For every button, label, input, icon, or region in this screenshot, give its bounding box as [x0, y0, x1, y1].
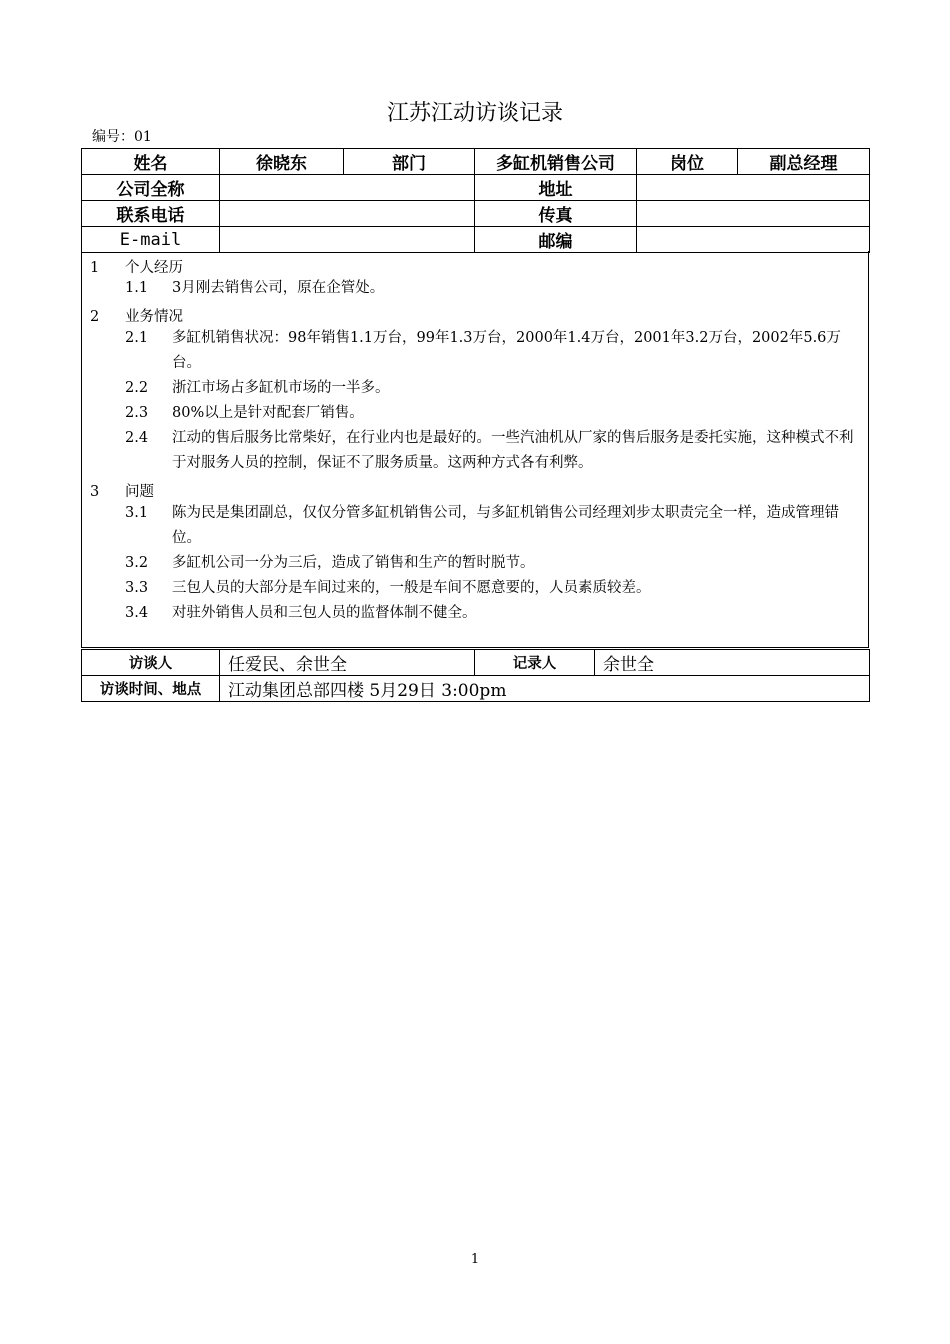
email-value	[220, 227, 475, 253]
list-item	[125, 551, 863, 576]
zip-label: 邮编	[475, 227, 637, 253]
address-value	[637, 175, 870, 201]
item-number: 3.1	[125, 505, 149, 521]
interviewer-label: 访谈人	[82, 650, 220, 676]
page-number: 1	[470, 1252, 480, 1267]
item-number: 3.4	[125, 605, 149, 621]
section-heading	[90, 305, 183, 326]
table-row	[82, 676, 870, 702]
time-place-label: 访谈时间、地点	[82, 676, 220, 702]
table-row	[82, 149, 870, 175]
item-text: 陈为民是集团副总，仅仅分管多缸机销售公司，与多缸机销售公司经理刘步太职责完全一样，造成管理错位。	[172, 505, 839, 546]
item-text: 80%以上是针对配套厂销售。	[172, 405, 364, 421]
zip-value	[637, 227, 870, 253]
company-value	[220, 175, 475, 201]
interview-notes	[81, 251, 869, 648]
dept-value: 多缸机销售公司	[475, 149, 637, 175]
list-item	[125, 601, 863, 626]
recorder-value: 余世全	[595, 650, 870, 676]
interview-footer-table	[81, 649, 870, 702]
item-text: 3月刚去销售公司，原在企管处。	[172, 280, 385, 296]
table-row	[82, 175, 870, 201]
post-label: 岗位	[637, 149, 738, 175]
section-number: 2	[90, 309, 100, 325]
fax-value	[637, 201, 870, 227]
recorder-label: 记录人	[475, 650, 595, 676]
item-number: 2.2	[125, 380, 149, 396]
item-number: 2.3	[125, 405, 149, 421]
item-text: 多缸机公司一分为三后，造成了销售和生产的暂时脱节。	[172, 555, 535, 571]
list-item	[125, 276, 863, 301]
item-number: 3.3	[125, 580, 149, 596]
table-row	[82, 650, 870, 676]
item-number: 1.1	[125, 280, 149, 296]
item-text: 多缸机销售状况：98年销售1.1万台，99年1.3万台，2000年1.4万台，2001年3.2万台，2002年5.6万台。	[172, 330, 841, 371]
item-number: 2.4	[125, 430, 149, 446]
list-item	[125, 326, 863, 376]
phone-label: 联系电话	[82, 201, 220, 227]
post-value: 副总经理	[738, 149, 870, 175]
item-number: 3.2	[125, 555, 149, 571]
section-heading	[90, 480, 154, 501]
table-row	[82, 201, 870, 227]
name-value: 徐晓东	[220, 149, 344, 175]
item-text: 三包人员的大部分是车间过来的，一般是车间不愿意要的，人员素质较差。	[172, 580, 651, 596]
time-place-value: 江动集团总部四楼 5月29日 3:00pm	[220, 676, 870, 702]
list-item	[125, 426, 863, 476]
name-label: 姓名	[82, 149, 220, 175]
item-text: 对驻外销售人员和三包人员的监督体制不健全。	[172, 605, 477, 621]
dept-label: 部门	[344, 149, 475, 175]
table-row	[82, 227, 870, 253]
document-number: 编号：01	[92, 129, 152, 145]
phone-value	[220, 201, 475, 227]
list-item	[125, 376, 863, 401]
fax-label: 传真	[475, 201, 637, 227]
interviewee-info-table	[81, 148, 870, 253]
section-title: 个人经历	[125, 260, 183, 276]
item-text: 浙江市场占多缸机市场的一半多。	[172, 380, 390, 396]
section-title: 业务情况	[125, 309, 183, 325]
section-number: 3	[90, 484, 100, 500]
interviewer-value: 任爱民、余世全	[220, 650, 475, 676]
section-heading	[90, 256, 183, 277]
page-title: 江苏江动访谈记录	[386, 101, 563, 126]
address-label: 地址	[475, 175, 637, 201]
email-label: E-mail	[82, 227, 220, 253]
item-number: 2.1	[125, 330, 149, 346]
section-title: 问题	[125, 484, 154, 500]
list-item	[125, 576, 863, 601]
section-number: 1	[90, 260, 100, 276]
item-text: 江动的售后服务比常柴好，在行业内也是最好的。一些汽油机从厂家的售后服务是委托实施，这种模式不利于对服务人员的控制，保证不了服务质量。这两种方式各有利弊。	[172, 430, 854, 471]
list-item	[125, 501, 863, 551]
list-item	[125, 401, 863, 426]
company-label: 公司全称	[82, 175, 220, 201]
